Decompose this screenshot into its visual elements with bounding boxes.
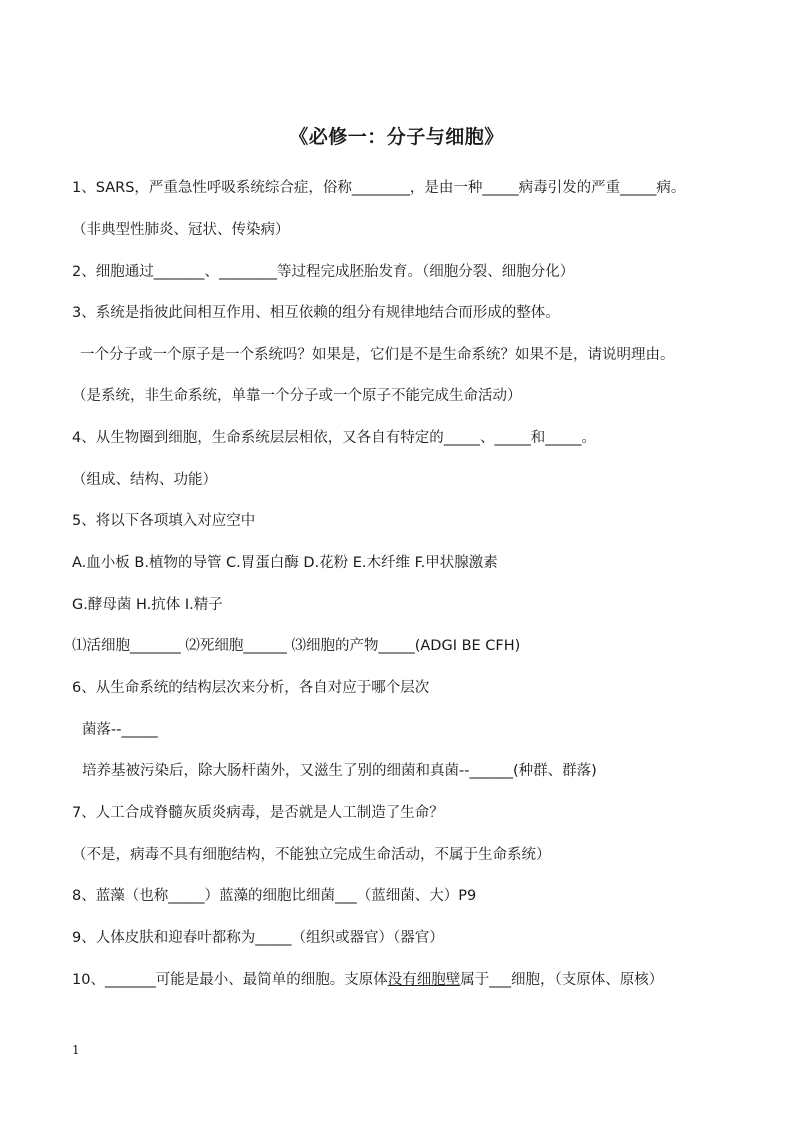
question-3-sub: 一个分子或一个原子是一个系统吗？如果是，它们是不是生命系统？如果不是，请说明理由。 xyxy=(80,347,675,363)
question-3: 3、系统是指彼此间相互作用、相互依赖的组分有规律地结合而形成的整体。 xyxy=(72,305,560,321)
question-9: 9、人体皮肤和迎春叶都称为_____（组织或器官）（器官） xyxy=(72,930,444,946)
question-5-blanks: ⑴活细胞_______ ⑵死细胞______ ⑶细胞的产物_____(ADGI BE CFH) xyxy=(72,638,521,654)
question-6-culture: 培养基被污染后，除大肠杆菌外，又滋生了别的细菌和真菌--______(种群、群落) xyxy=(82,763,597,779)
question-1: 1、SARS，严重急性呼吸系统综合症，俗称________，是由一种_____病毒引发的严重_____病。 xyxy=(72,180,686,196)
question-8: 8、蓝藻（也称_____）蓝藻的细胞比细菌___（蓝细菌、大）P9 xyxy=(72,888,477,904)
question-6: 6、从生命系统的结构层次来分析，各自对应于哪个层次 xyxy=(72,680,430,696)
question-2: 2、细胞通过_______、________等过程完成胚胎发育。（细胞分裂、细胞分化） xyxy=(72,264,575,280)
answer-1: （非典型性肺炎、冠状、传染病） xyxy=(72,222,290,238)
question-5: 5、将以下各项填入对应空中 xyxy=(72,513,256,529)
answer-7: （不是，病毒不具有细胞结构，不能独立完成生命活动，不属于生命系统） xyxy=(72,847,551,863)
options-row-1: A.血小板 B.植物的导管 C.胃蛋白酶 D.花粉 E.木纤维 F.甲状腺激素 xyxy=(72,555,498,571)
page-number: 1 xyxy=(72,1043,80,1057)
answer-3: （是系统，非生命系统，单靠一个分子或一个原子不能完成生命活动） xyxy=(72,388,522,404)
question-10 xyxy=(72,970,663,990)
question-10-part-2: 属于___细胞，（支原体、原核） xyxy=(460,972,664,988)
options-row-2: G.酵母菌 H.抗体 I.精子 xyxy=(72,597,223,613)
question-6-colony: 菌落--_____ xyxy=(82,722,158,738)
question-10-part-1: 10、_______可能是最小、最简单的细胞。支原体 xyxy=(72,972,388,988)
question-4: 4、从生物圈到细胞，生命系统层层相依，又各自有特定的_____、_____和_____。 xyxy=(72,430,596,446)
page-title: 《必修一：分子与细胞》 xyxy=(289,126,504,148)
question-10-underlined: 没有细胞壁 xyxy=(387,972,461,988)
question-7: 7、人工合成脊髓灰质炎病毒，是否就是人工制造了生命？ xyxy=(72,805,444,821)
answer-4: （组成、结构、功能） xyxy=(72,472,217,488)
